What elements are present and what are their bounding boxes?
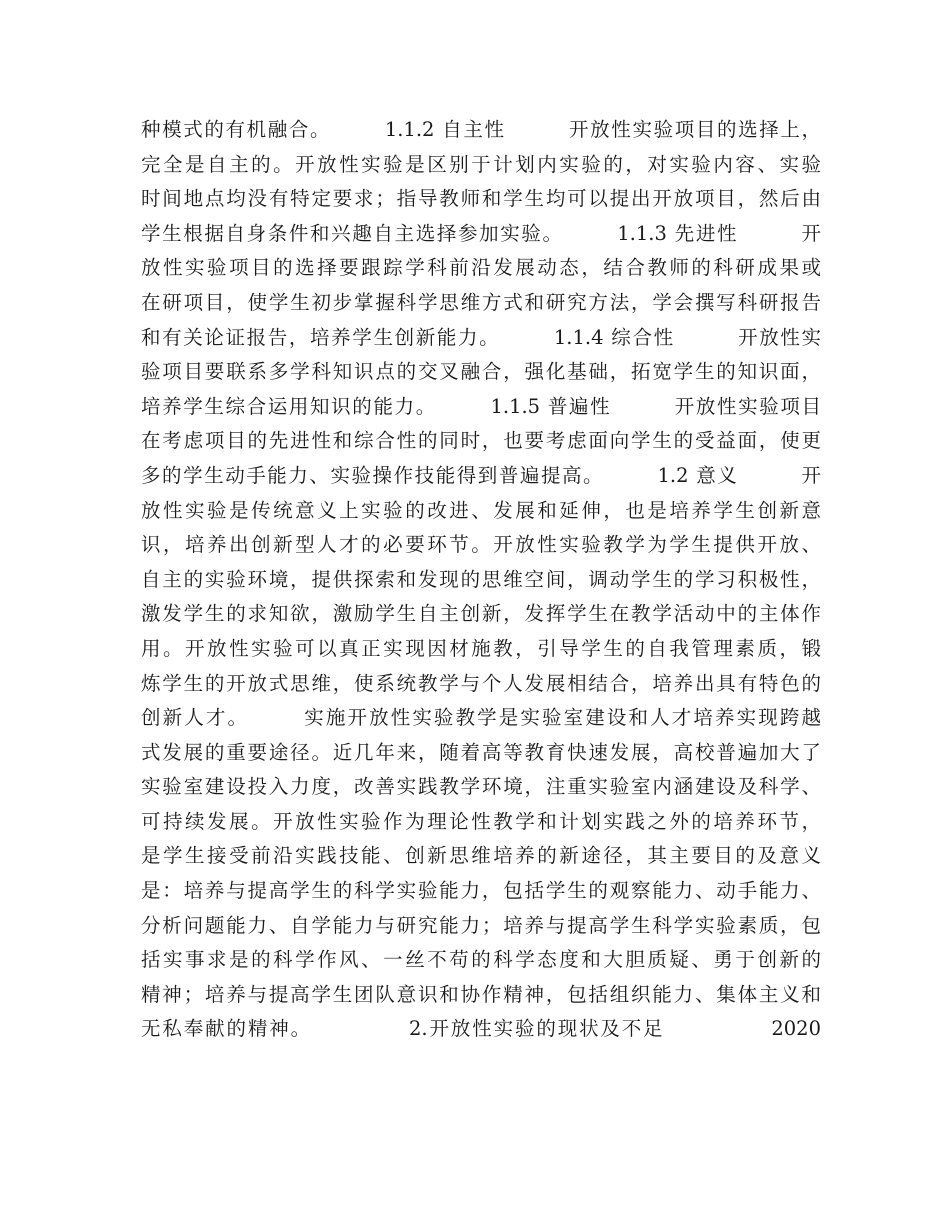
text-line: 在研项目，使学生初步掌握科学思维方式和研究方法，学会撰写科研报告 bbox=[141, 290, 821, 314]
text-line: 放性实验是传统意义上实验的改进、发展和延伸，也是培养学生创新意 bbox=[141, 498, 821, 522]
text-line: 在考虑项目的先进性和综合性的同时，也要考虑面向学生的受益面，使更 bbox=[141, 429, 821, 453]
text-line: 放性实验项目的选择要跟踪学科前沿发展动态，结合教师的科研成果或 bbox=[141, 256, 821, 280]
text-line: 种模式的有机融合。 1.1.2 自主性 开放性实验项目的选择上， bbox=[141, 118, 821, 141]
text-line: 和有关论证报告，培养学生创新能力。 1.1.4 综合性 开放性实 bbox=[141, 325, 821, 349]
text-line: 可持续发展。开放性实验作为理论性教学和计划实践之外的培养环节， bbox=[141, 809, 821, 833]
text-line: 式发展的重要途径。近几年来，随着高等教育快速发展，高校普遍加大了 bbox=[141, 740, 821, 764]
text-line: 自主的实验环境，提供探索和发现的思维空间，调动学生的学习积极性， bbox=[141, 567, 821, 591]
text-line: 分析问题能力、自学能力与研究能力；培养与提高学生科学实验素质，包 bbox=[141, 913, 821, 937]
text-line: 精神；培养与提高学生团队意识和协作精神，包括组织能力、集体主义和 bbox=[141, 982, 821, 1006]
text-line: 学生根据自身条件和兴趣自主选择参加实验。 1.1.3 先进性 开 bbox=[141, 221, 821, 245]
text-line: 用。开放性实验可以真正实现因材施教，引导学生的自我管理素质，锻 bbox=[141, 636, 821, 660]
body-text bbox=[141, 113, 821, 1047]
text-line: 多的学生动手能力、实验操作技能得到普遍提高。 1.2 意义 开 bbox=[141, 463, 821, 487]
text-line: 完全是自主的。开放性实验是区别于计划内实验的，对实验内容、实验 bbox=[141, 152, 821, 176]
text-line: 是：培养与提高学生的科学实验能力，包括学生的观察能力、动手能力、 bbox=[141, 879, 821, 903]
text-line: 创新人才。 实施开放性实验教学是实验室建设和人才培养实现跨越 bbox=[141, 706, 821, 730]
text-line: 激发学生的求知欲，激励学生自主创新，发挥学生在教学活动中的主体作 bbox=[141, 602, 821, 626]
text-line: 无私奉献的精神。 2.开放性实验的现状及不足 2020 bbox=[141, 1017, 821, 1041]
text-line: 是学生接受前沿实践技能、创新思维培养的新途径，其主要目的及意义 bbox=[141, 844, 821, 868]
text-line: 实验室建设投入力度，改善实践教学环境，注重实验室内涵建设及科学、 bbox=[141, 775, 821, 799]
text-line: 时间地点均没有特定要求；指导教师和学生均可以提出开放项目，然后由 bbox=[141, 187, 821, 211]
text-line: 验项目要联系多学科知识点的交叉融合，强化基础，拓宽学生的知识面， bbox=[141, 360, 821, 384]
text-line: 培养学生综合运用知识的能力。 1.1.5 普遍性 开放性实验项目 bbox=[141, 394, 821, 418]
text-line: 炼学生的开放式思维，使系统教学与个人发展相结合，培养出具有特色的 bbox=[141, 671, 821, 695]
text-line: 识，培养出创新型人才的必要环节。开放性实验教学为学生提供开放、 bbox=[141, 533, 821, 557]
text-line: 括实事求是的科学作风、一丝不苟的科学态度和大胆质疑、勇于创新的 bbox=[141, 948, 821, 972]
